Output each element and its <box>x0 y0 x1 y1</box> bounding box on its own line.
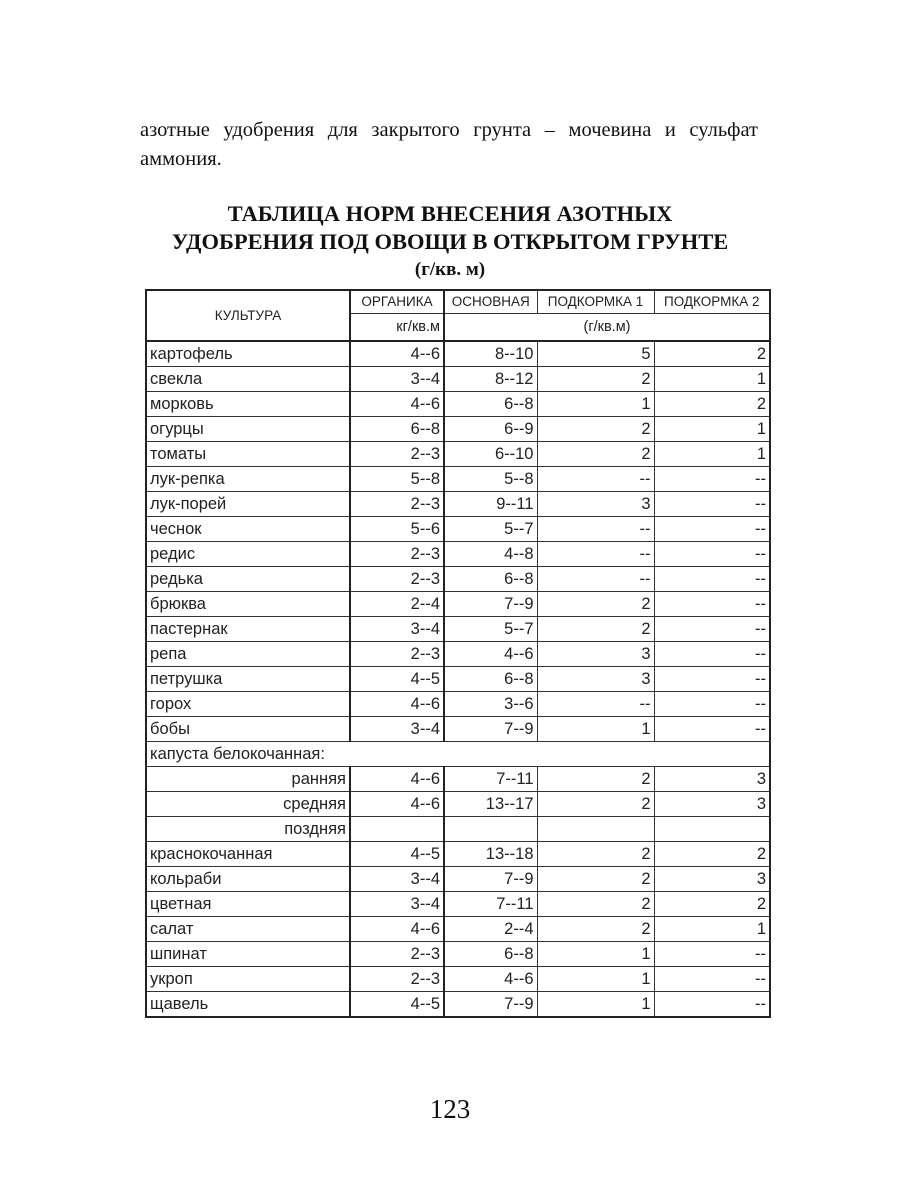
cell-feed-2: 2 <box>654 341 770 367</box>
cell-main: 8--12 <box>444 367 537 392</box>
table-row <box>146 442 770 467</box>
intro-paragraph: азотные удобрения для закрытого грунта – мочевина и сульфат аммония. <box>140 119 758 170</box>
header-crop: КУЛЬТУРА <box>146 290 350 341</box>
cell-organic: 2--4 <box>350 592 444 617</box>
table-row <box>146 367 770 392</box>
cell-crop: огурцы <box>146 417 350 442</box>
cell-feed-1: -- <box>537 542 654 567</box>
cell-crop: цветная <box>146 892 350 917</box>
cell-feed-2: -- <box>654 692 770 717</box>
cell-feed-2: -- <box>654 492 770 517</box>
cell-crop: укроп <box>146 967 350 992</box>
cell-main: 5--7 <box>444 617 537 642</box>
cell-crop: салат <box>146 917 350 942</box>
cell-organic: 2--3 <box>350 567 444 592</box>
cell-organic: 5--8 <box>350 467 444 492</box>
cell-main: 3--6 <box>444 692 537 717</box>
cell-feed-2: -- <box>654 467 770 492</box>
cell-crop: редька <box>146 567 350 592</box>
cell-crop: капуста белокочанная: <box>146 742 770 767</box>
cell-feed-1: 2 <box>537 617 654 642</box>
cell-organic: 2--3 <box>350 942 444 967</box>
table-row <box>146 992 770 1018</box>
cell-feed-1: 1 <box>537 392 654 417</box>
table-row <box>146 867 770 892</box>
cell-feed-1: 2 <box>537 592 654 617</box>
cell-crop: репа <box>146 642 350 667</box>
cell-feed-2: -- <box>654 967 770 992</box>
table-row <box>146 392 770 417</box>
cell-feed-1: -- <box>537 467 654 492</box>
cell-feed-2: 2 <box>654 892 770 917</box>
cell-main: 13--18 <box>444 842 537 867</box>
cell-main: 6--8 <box>444 942 537 967</box>
cell-main: 13--17 <box>444 792 537 817</box>
table-row <box>146 542 770 567</box>
cell-organic: 4--6 <box>350 767 444 792</box>
table-row <box>146 592 770 617</box>
cell-organic: 4--5 <box>350 992 444 1018</box>
cell-feed-1: -- <box>537 517 654 542</box>
cell-crop: шпинат <box>146 942 350 967</box>
cell-organic: 5--6 <box>350 517 444 542</box>
cell-feed-1 <box>537 817 654 842</box>
cell-feed-2 <box>654 817 770 842</box>
table-title-line-1: ТАБЛИЦА НОРМ ВНЕСЕНИЯ АЗОТНЫХ <box>227 201 673 226</box>
cell-feed-1: 1 <box>537 992 654 1018</box>
cell-feed-2: 1 <box>654 367 770 392</box>
cell-crop: краснокочанная <box>146 842 350 867</box>
table-row <box>146 567 770 592</box>
cell-feed-2: 1 <box>654 917 770 942</box>
cell-feed-1: 2 <box>537 867 654 892</box>
cell-feed-2: 3 <box>654 792 770 817</box>
cell-feed-2: -- <box>654 517 770 542</box>
cell-crop: редис <box>146 542 350 567</box>
cell-feed-1: 3 <box>537 492 654 517</box>
table-row <box>146 692 770 717</box>
header-main: ОСНОВНАЯ <box>444 290 537 314</box>
table-row <box>146 341 770 367</box>
cell-feed-1: 3 <box>537 642 654 667</box>
cell-feed-2: -- <box>654 717 770 742</box>
cell-crop: лук-репка <box>146 467 350 492</box>
cell-crop: чеснок <box>146 517 350 542</box>
cell-main: 6--9 <box>444 417 537 442</box>
cell-organic: 2--3 <box>350 967 444 992</box>
cell-main: 4--6 <box>444 967 537 992</box>
cell-main: 4--8 <box>444 542 537 567</box>
cell-feed-2: 3 <box>654 867 770 892</box>
cell-organic: 2--3 <box>350 442 444 467</box>
cell-crop: поздняя <box>146 817 350 842</box>
table-row <box>146 717 770 742</box>
cell-organic: 3--4 <box>350 617 444 642</box>
cell-main: 7--9 <box>444 592 537 617</box>
cell-feed-2: 2 <box>654 392 770 417</box>
cell-organic: 3--4 <box>350 367 444 392</box>
cell-feed-1: 2 <box>537 917 654 942</box>
table-row <box>146 967 770 992</box>
cell-feed-1: 3 <box>537 667 654 692</box>
cell-main: 6--10 <box>444 442 537 467</box>
cell-crop: средняя <box>146 792 350 817</box>
cell-feed-1: 2 <box>537 842 654 867</box>
cell-crop: картофель <box>146 341 350 367</box>
cell-crop: свекла <box>146 367 350 392</box>
table-row <box>146 742 770 767</box>
cell-organic: 4--6 <box>350 392 444 417</box>
cell-feed-2: -- <box>654 942 770 967</box>
cell-main <box>444 817 537 842</box>
header-organic: ОРГАНИКА <box>350 290 444 314</box>
table-row <box>146 642 770 667</box>
table-row <box>146 892 770 917</box>
header-mineral-unit: (г/кв.м) <box>444 314 770 342</box>
cell-main: 7--9 <box>444 717 537 742</box>
cell-feed-2: -- <box>654 592 770 617</box>
table-title-line-2: УДОБРЕНИЯ ПОД ОВОЩИ В ОТКРЫТОМ ГРУНТЕ <box>171 229 729 254</box>
cell-organic: 2--3 <box>350 642 444 667</box>
table-title <box>100 200 800 284</box>
cell-organic: 4--6 <box>350 692 444 717</box>
cell-crop: ранняя <box>146 767 350 792</box>
table-title-units: (г/кв. м) <box>414 259 486 280</box>
cell-crop: горох <box>146 692 350 717</box>
cell-main: 9--11 <box>444 492 537 517</box>
header-feed-2: ПОДКОРМКА 2 <box>654 290 770 314</box>
cell-main: 6--8 <box>444 567 537 592</box>
cell-main: 5--7 <box>444 517 537 542</box>
cell-feed-1: 1 <box>537 967 654 992</box>
table-row <box>146 617 770 642</box>
cell-feed-1: 2 <box>537 892 654 917</box>
table-row <box>146 767 770 792</box>
cell-organic: 4--5 <box>350 667 444 692</box>
cell-main: 8--10 <box>444 341 537 367</box>
cell-feed-2: -- <box>654 992 770 1018</box>
fertilizer-norms-table <box>145 289 771 1018</box>
table-row <box>146 792 770 817</box>
cell-feed-1: 1 <box>537 717 654 742</box>
cell-main: 2--4 <box>444 917 537 942</box>
cell-organic: 6--8 <box>350 417 444 442</box>
table-row <box>146 817 770 842</box>
cell-crop: петрушка <box>146 667 350 692</box>
table-row <box>146 667 770 692</box>
cell-organic <box>350 817 444 842</box>
cell-crop: бобы <box>146 717 350 742</box>
cell-feed-1: -- <box>537 567 654 592</box>
cell-crop: пастернак <box>146 617 350 642</box>
cell-feed-2: 1 <box>654 417 770 442</box>
cell-organic: 4--5 <box>350 842 444 867</box>
cell-feed-2: 2 <box>654 842 770 867</box>
cell-crop: брюква <box>146 592 350 617</box>
cell-organic: 4--6 <box>350 341 444 367</box>
cell-crop: томаты <box>146 442 350 467</box>
cell-main: 7--9 <box>444 867 537 892</box>
table-row <box>146 417 770 442</box>
header-feed-1: ПОДКОРМКА 1 <box>537 290 654 314</box>
cell-organic: 2--3 <box>350 542 444 567</box>
cell-feed-1: 1 <box>537 942 654 967</box>
cell-crop: щавель <box>146 992 350 1018</box>
table-row <box>146 517 770 542</box>
cell-feed-1: 2 <box>537 792 654 817</box>
table-row <box>146 467 770 492</box>
table-row <box>146 842 770 867</box>
cell-organic: 4--6 <box>350 917 444 942</box>
cell-feed-1: 2 <box>537 367 654 392</box>
table-row <box>146 492 770 517</box>
cell-feed-2: -- <box>654 667 770 692</box>
cell-feed-2: 3 <box>654 767 770 792</box>
cell-crop: лук-порей <box>146 492 350 517</box>
cell-feed-1: -- <box>537 692 654 717</box>
cell-main: 6--8 <box>444 392 537 417</box>
cell-crop: морковь <box>146 392 350 417</box>
cell-main: 7--11 <box>444 892 537 917</box>
cell-feed-1: 2 <box>537 417 654 442</box>
cell-feed-1: 2 <box>537 442 654 467</box>
cell-organic: 3--4 <box>350 717 444 742</box>
cell-main: 5--8 <box>444 467 537 492</box>
table-header-row <box>146 290 770 314</box>
cell-crop: кольраби <box>146 867 350 892</box>
cell-main: 4--6 <box>444 642 537 667</box>
table-row <box>146 942 770 967</box>
table-row <box>146 917 770 942</box>
cell-main: 6--8 <box>444 667 537 692</box>
cell-feed-2: -- <box>654 567 770 592</box>
cell-organic: 3--4 <box>350 867 444 892</box>
cell-organic: 2--3 <box>350 492 444 517</box>
cell-feed-2: 1 <box>654 442 770 467</box>
cell-organic: 4--6 <box>350 792 444 817</box>
cell-main: 7--11 <box>444 767 537 792</box>
cell-feed-1: 2 <box>537 767 654 792</box>
cell-feed-2: -- <box>654 642 770 667</box>
cell-feed-2: -- <box>654 617 770 642</box>
page-number: 123 <box>429 1094 471 1124</box>
cell-main: 7--9 <box>444 992 537 1018</box>
cell-feed-1: 5 <box>537 341 654 367</box>
cell-feed-2: -- <box>654 542 770 567</box>
header-organic-unit: кг/кв.м <box>350 314 444 342</box>
cell-organic: 3--4 <box>350 892 444 917</box>
